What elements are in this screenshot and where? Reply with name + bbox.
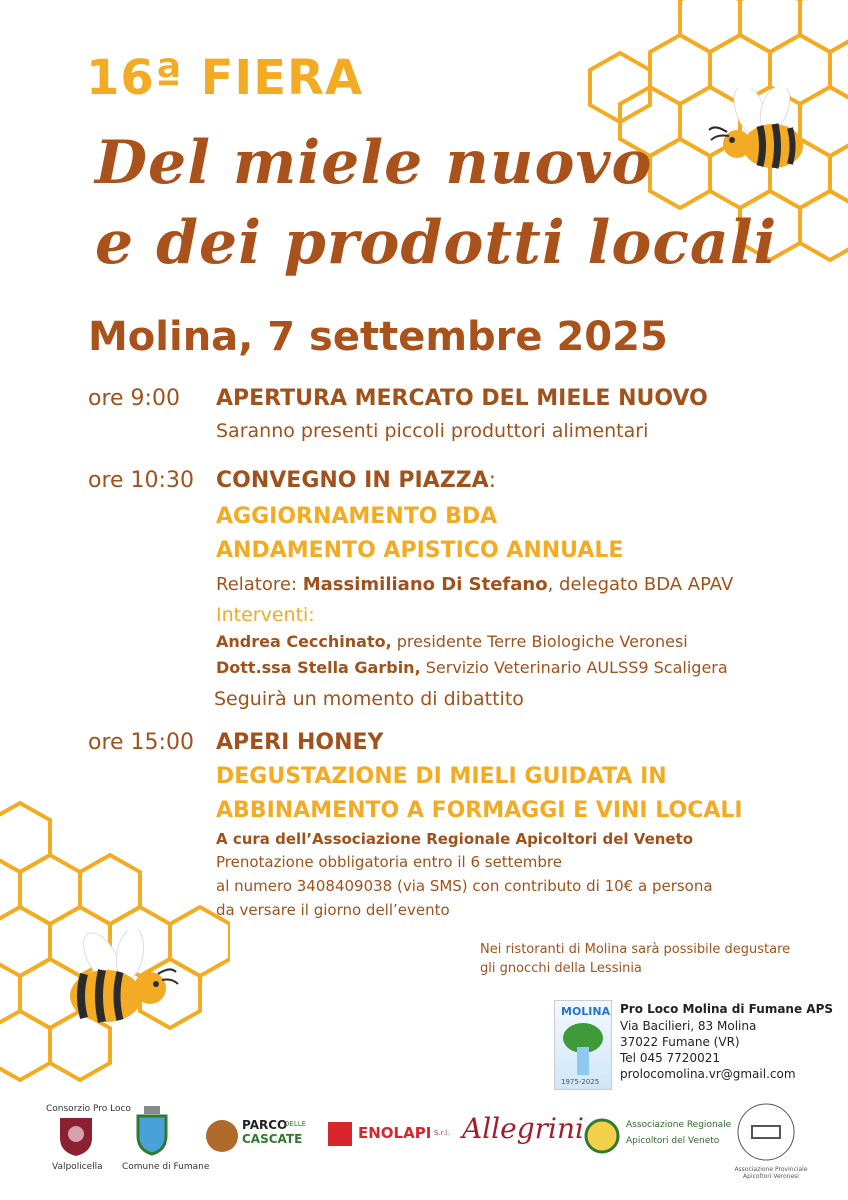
enolapi-name: ENOLAPI: [358, 1124, 432, 1142]
parco-word-2: DELLE: [284, 1120, 307, 1128]
bee-illustration-bottom: [62, 930, 182, 1040]
booking-line-2: al numero 3408409038 (via SMS) con contributo di 10€ a persona: [216, 877, 713, 895]
intervention-1-role: presidente Terre Biologiche Veronesi: [391, 632, 688, 651]
sponsor-comune: Comune di Fumane: [122, 1162, 210, 1172]
title-line-1: Del miele nuovo: [95, 128, 653, 198]
restaurant-note-line-2: gli gnocchi della Lessinia: [480, 961, 642, 976]
association-regional-line-2: Apicoltori del Veneto: [626, 1136, 720, 1146]
veneto-region-icon: [584, 1118, 620, 1154]
slot-2-headline-wrap: [216, 468, 496, 493]
organizer-phone: Tel 045 7720021: [620, 1051, 720, 1065]
edition-title: 16ª FIERA: [86, 50, 364, 106]
slot-2-followup: Seguirà un momento di dibattito: [214, 688, 524, 710]
association-regional-line-1: Associazione Regionale: [626, 1120, 732, 1130]
slot-1-headline: APERTURA MERCATO DEL MIELE NUOVO: [216, 386, 708, 411]
logo-text: MOLINA: [561, 1005, 611, 1018]
logo-years: 1975-2025: [561, 1078, 600, 1086]
time-slot-1: ore 9:00: [88, 386, 180, 411]
speaker-role: , delegato BDA APAV: [547, 574, 734, 595]
parco-word-1: PARCO: [242, 1118, 288, 1132]
logo-waterfall: [577, 1047, 589, 1075]
intervention-2-name: Dott.ssa Stella Garbin,: [216, 658, 421, 677]
parco-cascate-logo: [206, 1116, 306, 1156]
sponsor-consorzio-bottom: Valpolicella: [52, 1162, 103, 1172]
title-line-2: e dei prodotti locali: [95, 208, 778, 278]
sponsor-consorzio-top: Consorzio Pro Loco: [46, 1104, 131, 1114]
enolapi-icon: [328, 1122, 352, 1146]
bear-icon: [206, 1120, 238, 1152]
slot-2-headline: CONVEGNO IN PIAZZA: [216, 468, 489, 493]
apicoltori-veronesi-seal-text: Associazione Provinciale Apicoltori Veronesi: [734, 1166, 808, 1180]
pro-loco-molina-logo: [554, 1000, 612, 1090]
slot-3-topic-2: ABBINAMENTO A FORMAGGI E VINI LOCALI: [216, 798, 743, 823]
intervention-1: [216, 632, 688, 651]
enolapi-suffix: S.r.l.: [434, 1129, 450, 1137]
time-slot-2: ore 10:30: [88, 468, 194, 493]
intervention-1-name: Andrea Cecchinato,: [216, 632, 392, 651]
booking-line-1: Prenotazione obbligatoria entro il 6 settembre: [216, 853, 562, 871]
organizer-address-2: 37022 Fumane (VR): [620, 1035, 740, 1049]
restaurant-note-line-1: Nei ristoranti di Molina sarà possibile degustare: [480, 942, 791, 957]
parco-word-3: CASCATE: [242, 1132, 303, 1146]
slot-2-speaker: [216, 574, 733, 595]
comune-fumane-crest-icon: [132, 1106, 172, 1156]
booking-line-3: da versare il giorno dell’evento: [216, 901, 450, 919]
consorzio-crest-icon: [56, 1114, 96, 1158]
slot-1-detail: Saranno presenti piccoli produttori alimentari: [216, 420, 649, 442]
bee-illustration-top: [705, 88, 815, 188]
slot-2-headline-colon: :: [488, 468, 497, 493]
event-date: Molina, 7 settembre 2025: [88, 314, 668, 360]
enolapi-logo: [328, 1122, 454, 1146]
apicoltori-veronesi-seal-icon: [734, 1100, 798, 1164]
speaker-name: Massimiliano Di Stefano: [302, 574, 548, 595]
interventions-label: Interventi:: [216, 604, 315, 626]
time-slot-3: ore 15:00: [88, 730, 194, 755]
slot-3-organizer: A cura dell’Associazione Regionale Apicoltori del Veneto: [216, 830, 694, 848]
slot-3-headline: APERI HONEY: [216, 730, 384, 755]
intervention-2-role: Servizio Veterinario AULSS9 Scaligera: [420, 658, 728, 677]
allegrini-logo: Allegrini: [462, 1112, 584, 1145]
intervention-2: [216, 658, 728, 677]
speaker-label: Relatore:: [216, 574, 303, 595]
slot-2-topic-2: ANDAMENTO APISTICO ANNUALE: [216, 538, 624, 563]
slot-3-topic-1: DEGUSTAZIONE DI MIELI GUIDATA IN: [216, 764, 667, 789]
slot-2-topic-1: AGGIORNAMENTO BDA: [216, 504, 498, 529]
organizer-email[interactable]: prolocomolina.vr@gmail.com: [620, 1067, 796, 1081]
organizer-name: Pro Loco Molina di Fumane APS: [620, 1002, 833, 1016]
organizer-address-1: Via Bacilieri, 83 Molina: [620, 1019, 757, 1033]
